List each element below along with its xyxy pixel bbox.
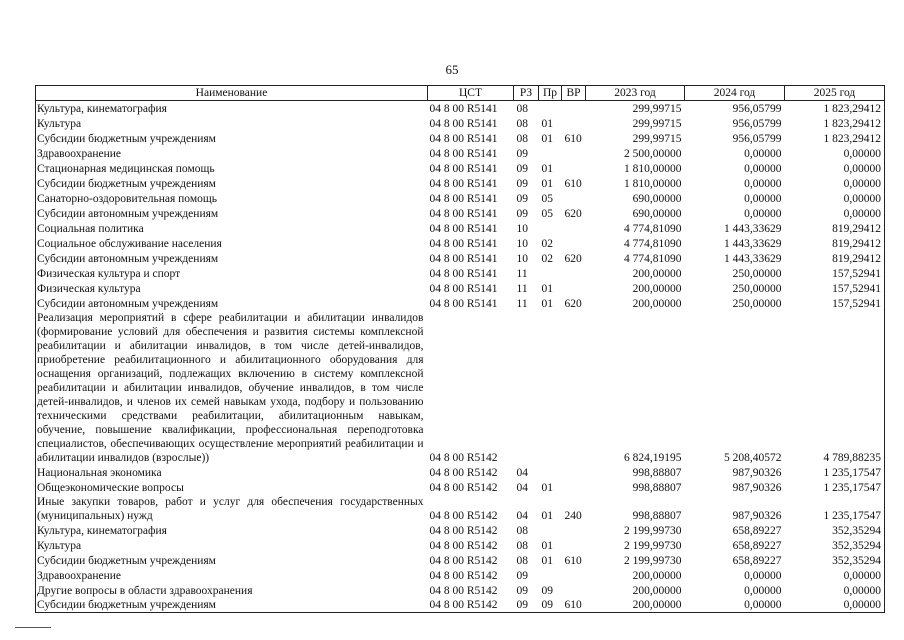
cell-2024: 987,90326 — [732, 509, 782, 522]
cell-vr — [562, 281, 586, 296]
cell-2024: 5 208,40572 — [724, 451, 782, 464]
cell-rz: 08 — [516, 539, 528, 552]
cell-rz: 09 — [514, 598, 539, 613]
cell-rz: 10 — [516, 237, 528, 250]
cell-2025: 1 823,29412 — [785, 101, 885, 116]
table-row — [36, 236, 885, 251]
cell-vr: 610 — [564, 554, 582, 567]
cell-2023: 2 500,00000 — [624, 147, 682, 160]
table-row — [36, 116, 885, 131]
table-row — [36, 101, 885, 116]
cell-2025: 1 235,17547 — [785, 495, 885, 523]
cell-pr — [539, 146, 562, 161]
cell-pr — [539, 568, 562, 583]
cell-name: Физическая культура — [36, 281, 428, 296]
cell-2023: 200,00000 — [632, 569, 682, 582]
cell-rz: 08 — [516, 102, 528, 115]
cell-vr — [562, 538, 586, 553]
cell-vr: 610 — [564, 177, 582, 190]
cell-2025: 1 235,17547 — [785, 480, 885, 495]
table-row — [36, 221, 885, 236]
cell-cst: 04 8 00 R5141 — [429, 102, 498, 115]
cell-2024: 0,00000 — [744, 207, 782, 220]
cell-rz: 08 — [516, 554, 528, 567]
table-row — [36, 161, 885, 176]
table-row — [36, 296, 885, 311]
cell-vr — [562, 221, 586, 236]
cell-2024: 956,05799 — [732, 117, 782, 130]
cell-2023: 4 774,81090 — [624, 252, 682, 265]
cell-name: Реализация мероприятий в сфере реабилитации и абилитации инвалидов (формирование условий для обеспечения и развития системы комплексной реабилитации и абилитации инвалидов, в том числе детей-инвалидов, приобретение реабилитационного и абилитационного оборудования для оснащения организаций, подлежащих включению в систему комплексной реабилитации и абилитации инвалидов, обучение инвалидов, в том числе детей-инвалидов, и членов их семей навыкам ухода, подбору и пользованию техническими средствами реабилитации, абилитационным навыкам, обучение, повышение квалификации, профессиональная переподготовка специалистов, обеспечивающих осуществление мероприятий реабилитации и абилитации инвалидов (взрослые)) — [36, 311, 428, 465]
cell-pr: 02 — [541, 237, 553, 250]
cell-cst: 04 8 00 R5141 — [429, 162, 498, 175]
cell-vr — [562, 568, 586, 583]
cell-2025: 0,00000 — [785, 598, 885, 613]
cell-vr: 620 — [564, 297, 582, 310]
cell-rz: 09 — [516, 569, 528, 582]
cell-2024: 250,00000 — [732, 282, 782, 295]
cell-rz: 08 — [516, 524, 528, 537]
cell-name: Культура, кинематография — [36, 523, 428, 538]
cell-vr — [562, 583, 586, 598]
cell-rz: 10 — [516, 252, 528, 265]
cell-2024: 956,05799 — [732, 102, 782, 115]
cell-rz: 11 — [516, 267, 528, 280]
cell-name: Национальная экономика — [36, 465, 428, 480]
cell-vr — [562, 465, 586, 480]
cell-2025: 0,00000 — [785, 206, 885, 221]
cell-vr: 620 — [564, 207, 582, 220]
cell-2024: 250,00000 — [732, 297, 782, 310]
header-cst: ЦСТ — [428, 86, 514, 101]
cell-2025: 0,00000 — [785, 146, 885, 161]
cell-pr: 05 — [541, 192, 553, 205]
cell-pr — [539, 523, 562, 538]
cell-pr — [539, 311, 562, 465]
cell-2024: 250,00000 — [732, 267, 782, 280]
cell-vr: 610 — [564, 132, 582, 145]
cell-pr — [539, 266, 562, 281]
cell-cst: 04 8 00 R5141 — [429, 147, 498, 160]
cell-vr — [562, 191, 586, 206]
cell-name: Иные закупки товаров, работ и услуг для обеспечения государственных (муниципальных) нужд — [36, 495, 428, 523]
cell-cst: 04 8 00 R5141 — [429, 282, 498, 295]
cell-rz: 09 — [516, 162, 528, 175]
cell-pr: 01 — [541, 177, 553, 190]
cell-cst: 04 8 00 R5141 — [429, 132, 498, 145]
header-pr: Пр — [539, 86, 562, 101]
cell-2024: 658,89227 — [732, 539, 782, 552]
cell-2024: 0,00000 — [744, 147, 782, 160]
cell-pr: 09 — [539, 598, 562, 613]
cell-name: Культура — [36, 538, 428, 553]
cell-name: Санаторно-оздоровительная помощь — [36, 191, 428, 206]
cell-rz: 09 — [516, 177, 528, 190]
header-vr: ВР — [562, 86, 586, 101]
cell-rz: 10 — [516, 222, 528, 235]
cell-2025: 352,35294 — [785, 538, 885, 553]
cell-2025: 1 823,29412 — [785, 131, 885, 146]
cell-2023: 2 199,99730 — [624, 539, 682, 552]
cell-vr — [562, 101, 586, 116]
table-row — [36, 523, 885, 538]
header-2025: 2025 год — [785, 86, 885, 101]
cell-2024: 0,00000 — [744, 162, 782, 175]
cell-name: Субсидии автономным учреждениям — [36, 296, 428, 311]
cell-cst: 04 8 00 R5142 — [429, 539, 498, 552]
cell-rz: 09 — [516, 147, 528, 160]
cell-vr — [562, 236, 586, 251]
cell-pr: 01 — [541, 297, 553, 310]
cell-rz: 11 — [516, 282, 528, 295]
cell-2025: 4 789,88235 — [785, 311, 885, 465]
cell-cst: 04 8 00 R5142 — [429, 509, 498, 522]
table-row — [36, 206, 885, 221]
cell-pr: 02 — [541, 252, 553, 265]
table-row — [36, 495, 885, 523]
cell-2024: 987,90326 — [732, 466, 782, 479]
cell-2023: 200,00000 — [632, 282, 682, 295]
cell-cst: 04 8 00 R5141 — [429, 177, 498, 190]
table-row — [36, 176, 885, 191]
cell-vr: 620 — [564, 252, 582, 265]
cell-name: Культура, кинематография — [36, 101, 428, 116]
cell-vr — [562, 480, 586, 495]
cell-2023: 2 199,99730 — [624, 554, 682, 567]
cell-cst: 04 8 00 R5141 — [429, 207, 498, 220]
cell-cst: 04 8 00 R5142 — [429, 569, 498, 582]
cell-2023: 200,00000 — [632, 267, 682, 280]
cell-2023: 998,88807 — [632, 481, 682, 494]
table-row — [36, 480, 885, 495]
cell-2024: 0,00000 — [744, 569, 782, 582]
cell-vr — [562, 311, 586, 465]
table-body — [36, 101, 885, 613]
budget-table — [35, 85, 885, 613]
cell-name: Общеэкономические вопросы — [36, 480, 428, 495]
table-row — [36, 251, 885, 266]
table-row — [36, 146, 885, 161]
cell-2025: 1 235,17547 — [785, 465, 885, 480]
cell-2023: 6 824,19195 — [624, 451, 682, 464]
cell-2023: 1 810,00000 — [624, 162, 682, 175]
cell-pr: 01 — [541, 117, 553, 130]
cell-cst: 04 8 00 R5141 — [429, 252, 498, 265]
cell-2025: 157,52941 — [785, 281, 885, 296]
cell-rz: 09 — [516, 207, 528, 220]
cell-2024: 956,05799 — [732, 132, 782, 145]
table-row — [36, 281, 885, 296]
table-header-row — [36, 86, 885, 101]
cell-vr — [562, 266, 586, 281]
cell-2023: 998,88807 — [632, 509, 682, 522]
cell-cst: 04 8 00 R5142 — [428, 598, 514, 613]
cell-name: Другие вопросы в области здравоохранения — [36, 583, 428, 598]
cell-vr: 240 — [564, 509, 582, 522]
table-row — [36, 311, 885, 465]
cell-2025: 157,52941 — [785, 266, 885, 281]
cell-2023: 690,00000 — [632, 192, 682, 205]
cell-2024: 0,00000 — [744, 192, 782, 205]
cell-cst: 04 8 00 R5142 — [429, 524, 498, 537]
cell-name: Социальное обслуживание населения — [36, 236, 428, 251]
cell-name: Физическая культура и спорт — [36, 266, 428, 281]
header-name: Наименование — [36, 86, 428, 101]
cell-pr: 01 — [541, 554, 553, 567]
cell-name: Здравоохранение — [36, 146, 428, 161]
cell-vr — [562, 161, 586, 176]
cell-2024: 987,90326 — [732, 481, 782, 494]
cell-cst: 04 8 00 R5142 — [429, 481, 498, 494]
cell-2023: 4 774,81090 — [624, 222, 682, 235]
cell-2023: 200,00000 — [632, 584, 682, 597]
cell-2025: 0,00000 — [785, 583, 885, 598]
cell-pr: 01 — [541, 132, 553, 145]
cell-rz: 09 — [516, 192, 528, 205]
cell-name: Субсидии бюджетным учреждениям — [36, 598, 428, 613]
cell-2024: 1 443,33629 — [724, 237, 782, 250]
header-rz: РЗ — [514, 86, 539, 101]
cell-vr — [562, 116, 586, 131]
cell-name: Субсидии автономным учреждениям — [36, 251, 428, 266]
cell-pr: 01 — [541, 162, 553, 175]
cell-cst: 04 8 00 R5141 — [429, 267, 498, 280]
cell-cst: 04 8 00 R5141 — [429, 117, 498, 130]
cell-2024: 1 443,33629 — [724, 222, 782, 235]
cell-pr — [539, 101, 562, 116]
table-row — [36, 568, 885, 583]
cell-2025: 0,00000 — [785, 161, 885, 176]
footer-rule — [15, 627, 51, 628]
cell-2023: 4 774,81090 — [624, 237, 682, 250]
table-row — [36, 266, 885, 281]
table-row — [36, 583, 885, 598]
cell-2023: 299,99715 — [632, 117, 682, 130]
cell-2023: 2 199,99730 — [624, 524, 682, 537]
cell-name: Здравоохранение — [36, 568, 428, 583]
cell-2025: 157,52941 — [785, 296, 885, 311]
cell-2024: 658,89227 — [732, 554, 782, 567]
cell-2023: 998,88807 — [632, 466, 682, 479]
cell-rz: 08 — [516, 132, 528, 145]
cell-2023: 1 810,00000 — [624, 177, 682, 190]
cell-cst: 04 8 00 R5142 — [429, 584, 498, 597]
cell-cst: 04 8 00 R5141 — [429, 297, 498, 310]
cell-name: Социальная политика — [36, 221, 428, 236]
cell-vr — [562, 146, 586, 161]
cell-2025: 352,35294 — [785, 523, 885, 538]
cell-2024: 0,00000 — [744, 177, 782, 190]
cell-rz — [514, 311, 539, 465]
cell-rz: 04 — [516, 509, 528, 522]
table-row — [36, 598, 885, 613]
cell-vr: 610 — [562, 598, 586, 613]
table-row — [36, 191, 885, 206]
cell-2025: 0,00000 — [785, 176, 885, 191]
cell-2023: 299,99715 — [632, 102, 682, 115]
cell-2023: 299,99715 — [632, 132, 682, 145]
cell-rz: 04 — [516, 481, 528, 494]
cell-name: Субсидии бюджетным учреждениям — [36, 131, 428, 146]
cell-cst: 04 8 00 R5141 — [429, 237, 498, 250]
cell-pr: 09 — [541, 584, 553, 597]
cell-2025: 352,35294 — [785, 553, 885, 568]
cell-2024: 1 443,33629 — [724, 252, 782, 265]
cell-vr — [562, 523, 586, 538]
cell-cst: 04 8 00 R5142 — [429, 466, 498, 479]
cell-2023: 690,00000 — [632, 207, 682, 220]
cell-cst: 04 8 00 R5141 — [429, 192, 498, 205]
table-row — [36, 131, 885, 146]
cell-2025: 0,00000 — [785, 191, 885, 206]
cell-cst: 04 8 00 R5141 — [429, 222, 498, 235]
cell-2025: 819,29412 — [785, 221, 885, 236]
cell-2025: 0,00000 — [785, 568, 885, 583]
cell-2025: 1 823,29412 — [785, 116, 885, 131]
cell-rz: 08 — [516, 117, 528, 130]
cell-name: Субсидии бюджетным учреждениям — [36, 553, 428, 568]
header-2024: 2024 год — [685, 86, 785, 101]
table-row — [36, 465, 885, 480]
cell-name: Субсидии бюджетным учреждениям — [36, 176, 428, 191]
cell-name: Стационарная медицинская помощь — [36, 161, 428, 176]
cell-cst: 04 8 00 R5142 — [429, 554, 498, 567]
cell-name: Субсидии автономным учреждениям — [36, 206, 428, 221]
cell-pr: 05 — [541, 207, 553, 220]
table-row — [36, 538, 885, 553]
cell-pr — [539, 221, 562, 236]
cell-2025: 819,29412 — [785, 236, 885, 251]
cell-pr: 01 — [541, 509, 553, 522]
cell-pr — [539, 465, 562, 480]
cell-pr: 01 — [541, 481, 553, 494]
cell-name: Культура — [36, 116, 428, 131]
header-2023: 2023 год — [586, 86, 685, 101]
cell-cst: 04 8 00 R5142 — [429, 451, 498, 464]
cell-rz: 04 — [516, 466, 528, 479]
cell-2023: 200,00000 — [586, 598, 685, 613]
table-row — [36, 553, 885, 568]
cell-2024: 0,00000 — [744, 584, 782, 597]
cell-2023: 200,00000 — [632, 297, 682, 310]
page-number: 65 — [445, 62, 459, 77]
cell-2024: 0,00000 — [685, 598, 785, 613]
cell-pr: 01 — [541, 539, 553, 552]
cell-rz: 09 — [516, 584, 528, 597]
cell-rz: 11 — [516, 297, 528, 310]
cell-2025: 819,29412 — [785, 251, 885, 266]
cell-2024: 658,89227 — [732, 524, 782, 537]
cell-pr: 01 — [541, 282, 553, 295]
